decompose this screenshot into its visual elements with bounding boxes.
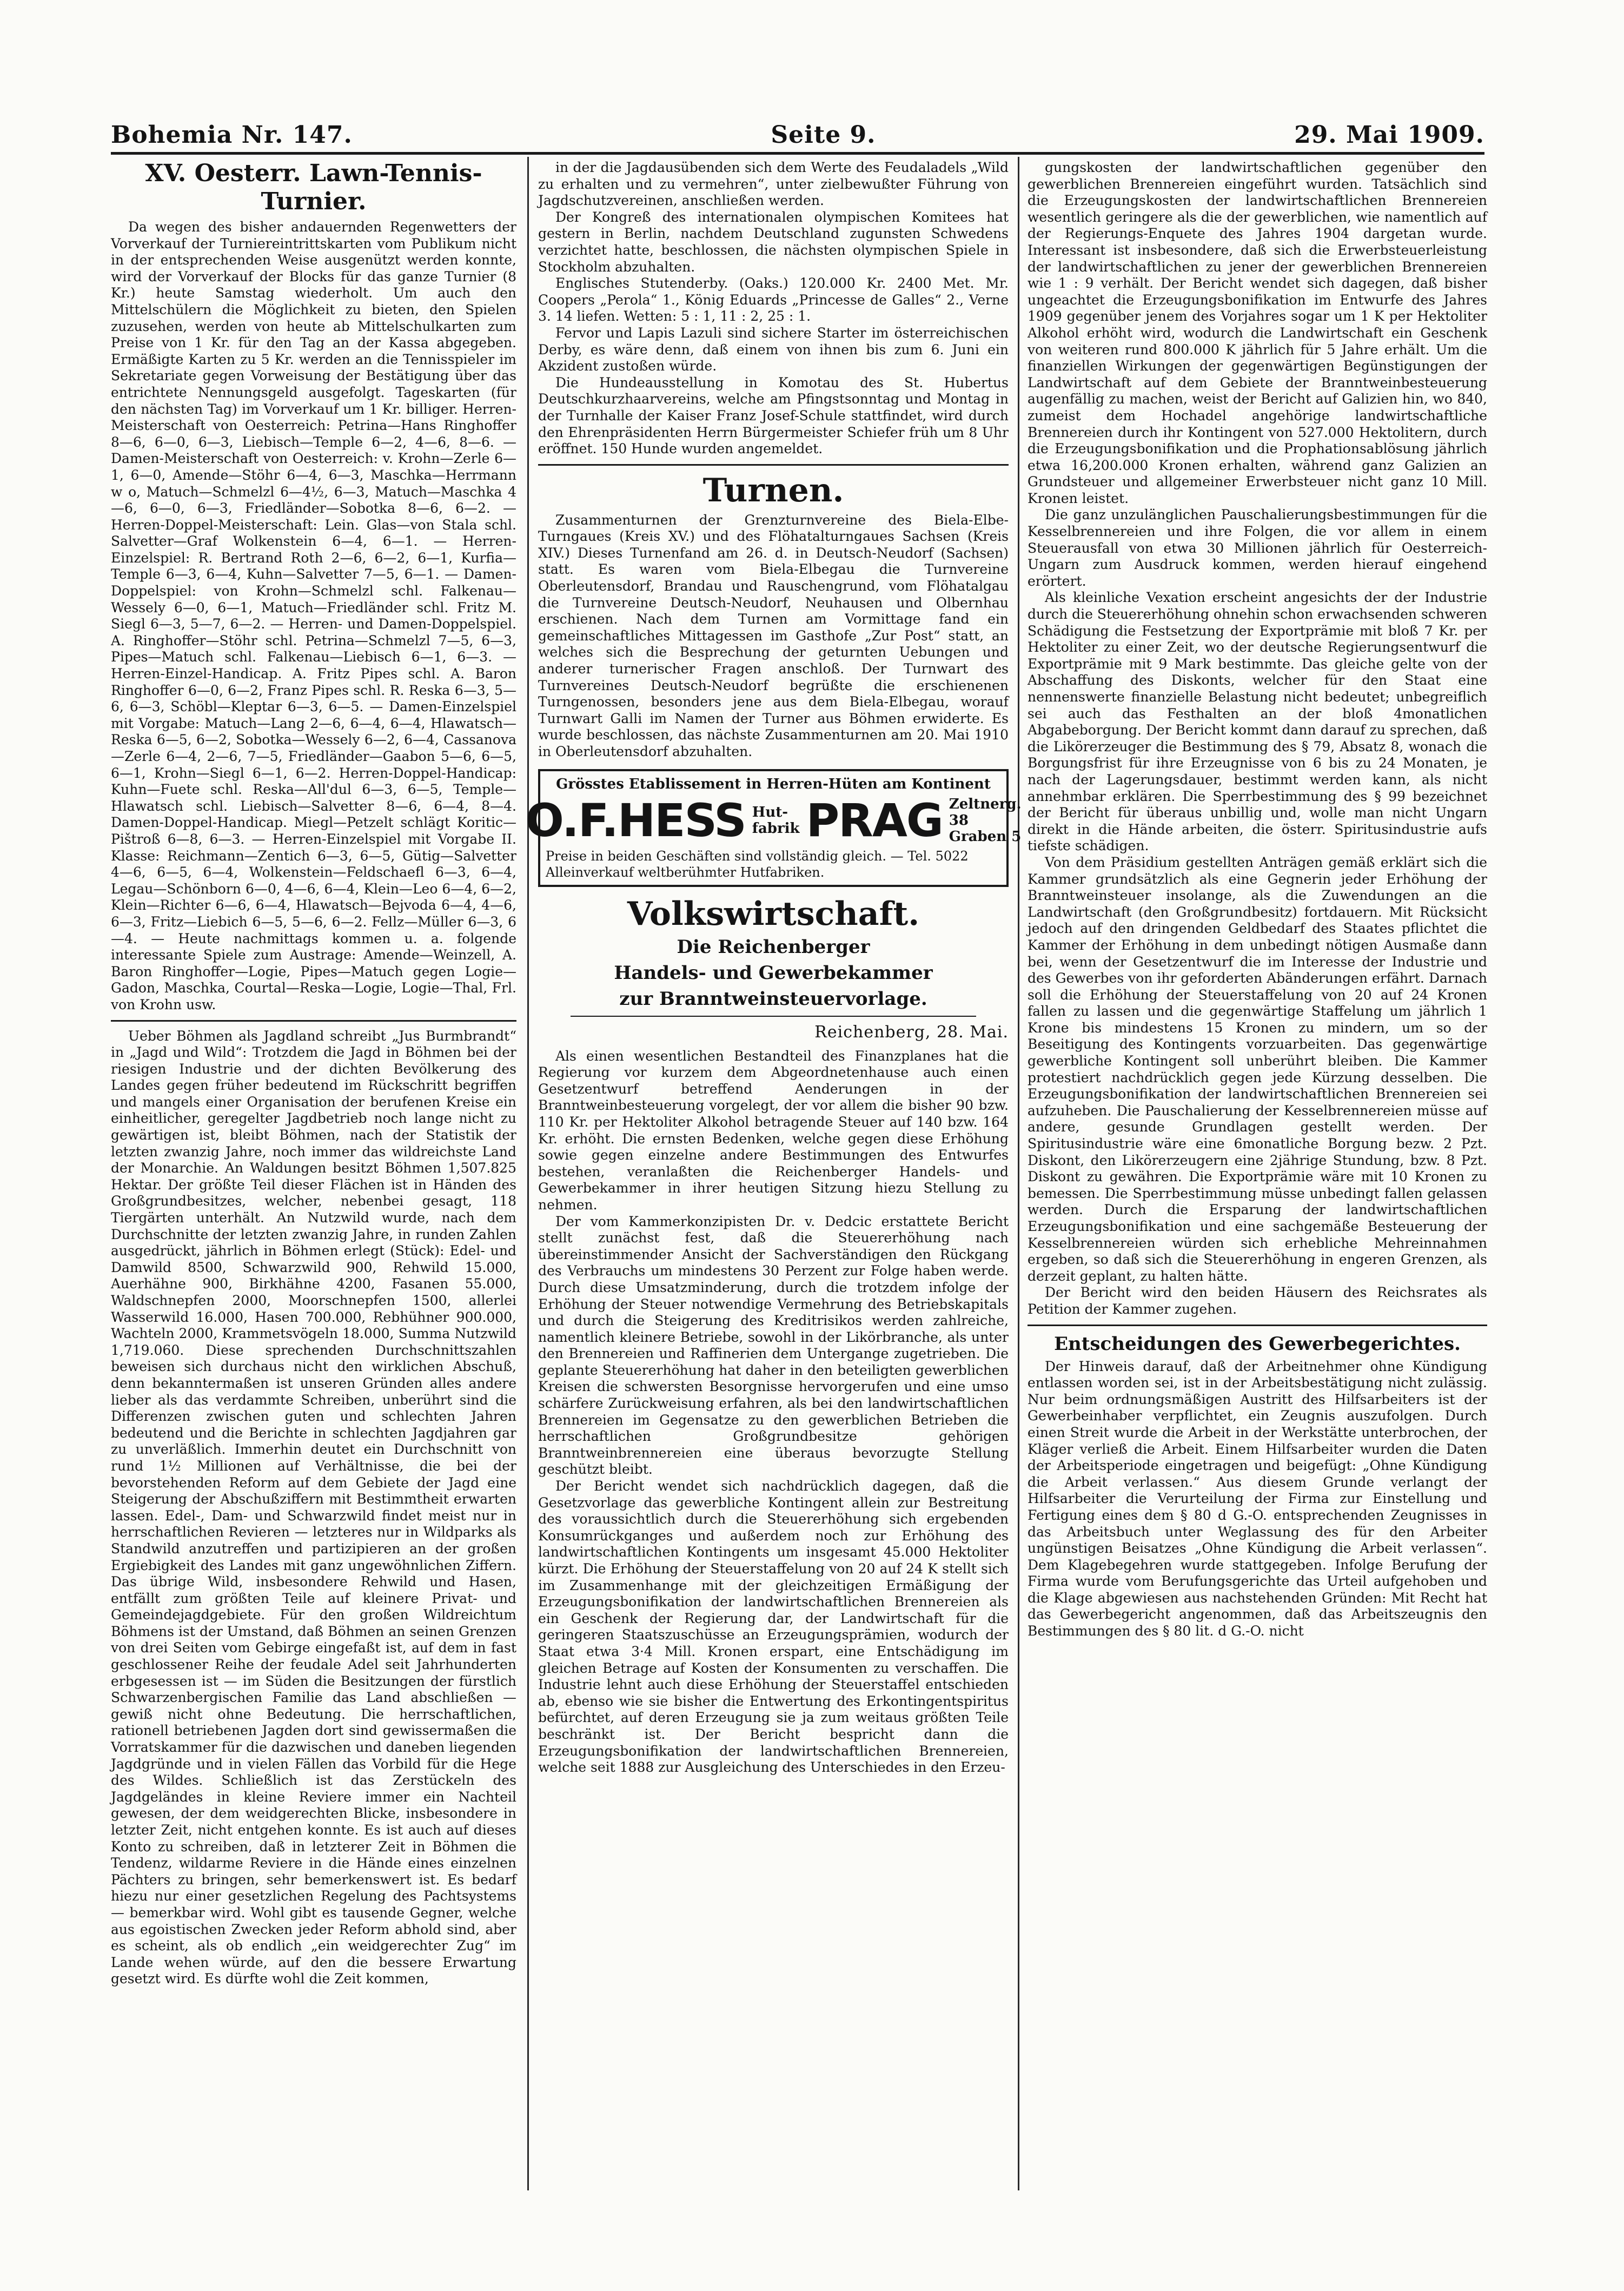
olympic-congress-article: Der Kongreß des internationalen olympischen Komitees hat gestern in Berlin, nachdem Deutschland zugunsten Schwedens verzichtet hatte, beschlossen, die nächsten olympischen Spiele in Stockholm abzuhalten.: [538, 209, 1009, 275]
column-2: [525, 160, 1022, 2185]
economy-paragraph-1: Als einen wesentlichen Bestandteil des Finanzplanes hat die Regierung vor kurzem dem Abgeordnetenhause auch einen Gesetzentwurf betreffend Aenderungen in der Branntweinbesteuerung vorgelegt, der vor allem die bisher 90 bzw. 110 Kr. per Hektoliter Alkohol betragende Steuer auf 140 bzw. 164 Kr. erhöht. Die ernsten Bedenken, welche gegen diese Erhöhung sowie gegen einzelne andere Bestimmungen des Entwurfes bestehen, veranlaßten die Reichenberger Handels- und Gewerbekammer in ihrer heutigen Sitzung hiezu Stellung zu nehmen.: [538, 1048, 1009, 1213]
economy-paragraph-3-continued: gungskosten der landwirtschaftlichen gegenüber den gewerblichen Brennereien eingeführt wurden. Tatsächlich sind die Erzeugungskosten der landwirtschaftlichen Brennereien wesentlich geringere als die der gewerblichen, wie namentlich auf der Regierungs-Enquete des Jahres 1904 dargetan wurde. Interessant ist insbesondere, daß sich die Erwerbsteuerleistung der landwirtschaftlichen zu jener der gewerblichen Brennereien wie 1 : 9 verhält. Der Bericht wendet sich dagegen, daß bisher ungeachtet die Erzeugungsbonifikation im Entwurfe des Jahres 1909 gegenüber jenem des Vorjahres sogar um 1 K per Hektoliter Alkohol erhöht wird, wodurch die Landwirtschaft ein Geschenk von weiteren rund 800.000 K jährlich für 5 Jahre erhält. Um die finanziellen Wirkungen der gegenwärtigen Begünstigungen der Landwirtschaft auf dem Gebiete der Branntweinbesteuerung augenfällig zu machen, weist der Bericht auf Galizien hin, wo 840, zumeist dem Hochadel angehörige landwirtschaftliche Brennereien durch ihr Kontingent von 527.000 Hektolitern, durch die Erzeugungsbonifikation und die Prophationsablösung jährlich etwa 16,200.000 Kronen erhalten, während ganz Galizien an Grundsteuer und allgemeiner Erwerbsteuer nicht ganz 10 Mill. Kronen leistet.: [1028, 160, 1487, 506]
tennis-headline: XV. Oesterr. Lawn-Tennis-Turnier.: [145, 160, 482, 215]
section-divider: [538, 464, 1009, 466]
trade-court-headline: Entscheidungen des Gewerbegerichtes.: [1054, 1333, 1461, 1355]
ad-masthead: [525, 793, 1022, 847]
tennis-article: Da wegen des bisher andauernden Regenwetters der Vorverkauf der Turniereintrittskarten vom Publikum nicht in der entsprechenden Weise ausgenützt werden konnte, wird der Vorverkauf der Blocks für das ganze Turnier (8 Kr.) heute Samstag wiederholt. Um auch den Mittelschülern die Möglichkeit zu bieten, den Spielen zuzusehen, werden von heute ab Mittelschulkarten zum Preise von 1 Kr. für den Tag an der Kassa abgegeben. Ermäßigte Karten zu 5 Kr. werden an die Tennisspieler im Sekretariate gegen Vorweisung der Bestätigung über das entrichtete Nennungsgeld ausgefolgt. Tageskarten (für den nächsten Tag) im Vorverkauf um 1 Kr. billiger. Herren-Meisterschaft von Oesterreich: Petrina—Hans Ringhoffer 8—6, 6—0, 6—3, Liebisch—Temple 6—2, 4—6, 8—6. — Damen-Meisterschaft von Oesterreich: v. Krohn—Zerle 6—1, 6—0, Amende—Stöhr 6—4, 6—3, Maschka—Herrmann w o, Matuch—Schmelzl 6—4½, 6—3, Matuch—Maschka 4—6, 6—0, 6—3, Friedländer—Sobotka 8—6, 6—2. — Herren-Doppel-Meisterschaft: Lein. Glas—von Stala schl. Salvetter—Graf Wolkenstein 6—4, 6—1. — Herren-Einzelspiel: R. Bertrand Roth 2—6, 6—2, 6—1, Kurfia—Temple 6—3, 6—4, Kuhn—Salvetter 7—5, 6—1. — Damen-Doppelspiel: von Krohn—Schmelzl schl. Falkenau—Wessely 6—0, 6—1, Matuch—Friedländer schl. Fritz M. Siegl 6—3, 5—7, 6—2. — Herren- und Damen-Doppelspiel. A. Ringhoffer—Stöhr schl. Petrina—Schmelzl 7—5, 6—3, Pipes—Matuch schl. Falkenau—Liebisch 6—1, 6—3. — Herren-Einzel-Handicap. A. Fritz Pipes schl. A. Baron Ringhoffer 6—0, 6—2, Franz Pipes schl. R. Reska 6—3, 5—6, 6—3, Schöbl—Kleptar 6—3, 6—5. — Damen-Einzelspiel mit Vorgabe: Matuch—Lang 2—6, 6—4, 6—4, Hlawatsch—Reska 6—5, 6—2, Sobotka—Wessely 6—2, 6—4, Cassanova—Zerle 6—4, 2—6, 7—5, Friedländer—Gaabon 5—6, 6—5, 6—1, Krohn—Siegl 6—1, 6—2. Herren-Doppel-Handicap: Kuhn—Fuete schl. Reska—All'dul 6—3, 6—5, Temple—Hlawatsch schl. Liebisch—Salvetter 8—6, 6—4, 8—4. Damen-Doppel-Handicap. Miegl—Petzelt schlägt Koritic—Pištroß 6—8, 6—3. — Herren-Einzelspiel mit Vorgabe II. Klasse: Reichmann—Zentich 6—3, 6—5, Gütig—Salvetter 4—6, 6—5, 6—4, Wolkenstein—Feldschaefl 6—3, 6—4, Legau—Schönborn 6—0, 4—6, 6—4, Klein—Leo 6—4, 6—2, Klein—Richter 6—6, 6—4, Hlawatsch—Bejvoda 6—4, 4—6, 6—3, Fritz—Liebich 6—5, 5—6, 6—2. Fellz—Müller 6—3, 6—4. — Heute nachmittags kommen u. a. folgende interessante Spiele zum Austrage: Amende—Weinzell, A. Baron Ringhoffer—Logie, Pipes—Matuch gegen Logie—Gadon, Maschka, Courtal—Reska—Logie, Logie—Thal, Frl. von Krohn usw.: [111, 219, 516, 1012]
ad-hut: Hut-: [752, 804, 788, 820]
ad-address-2: Graben 5: [949, 828, 1022, 845]
economy-subheadline-3: zur Branntweinsteuervorlage.: [619, 988, 927, 1010]
trade-court-article: Der Hinweis darauf, daß der Arbeitnehmer ohne Kündigung entlassen worden sei, ist in der Arbeitsbestätigung nicht zulässig. Nur beim ordnungsmäßigen Austritt des Hilfsarbeiters ist der Gewerbeinhaber verpflichtet, ein Zeugnis auszufolgen. Durch einen Streit wurde die Arbeit in der Werkstätte unterbrochen, der Kläger verließ die Arbeit. Einem Hilfsarbeiter wurden die Daten der Arbeitsperiode eingetragen und beigefügt: „Ohne Kündigung die Arbeit verlassen.“ Aus diesem Grunde verlangt der Hilfsarbeiter die Verurteilung der Firma zur Einstellung und Fertigung eines dem § 80 d G.-O. entsprechenden Zeugnisses in das Arbeitsbuch unter Weglassung des für den Arbeiter ungünstigen Beisatzes „Ohne Kündigung die Arbeit verlassen“. Dem Klagebegehren wurde stattgegeben. Infolge Berufung der Firma wurde vom Berufungsgerichte das Urteil aufgehoben und die Klage abgewiesen aus nachstehenden Gründen: Mit Recht hat das Gewerbegericht angenommen, daß das Arbeitszeugnis den Bestimmungen des § 80 lit. d G.-O. nicht: [1028, 1358, 1487, 1639]
hat-factory-advertisement: [525, 769, 1022, 887]
column-1: [111, 160, 516, 2185]
header-publication: Bohemia Nr. 147.: [111, 121, 353, 149]
ad-fabrik: fabrik: [752, 820, 800, 837]
ad-addresses: [949, 796, 1022, 845]
ad-company-name: O.F.HESS: [525, 793, 746, 847]
column-3: [1028, 160, 1487, 2185]
economy-paragraph-6: Von dem Präsidium gestellten Anträgen gemäß erklärt sich die Kammer grundsätzlich als eine Gegnerin jeder Erhöhung der Branntweinsteuer insolange, als die Zuwendungen an die Landwirtschaft (den Großgrundbesitz) fortdauern. Mit Rücksicht jedoch auf den dringenden Geldbedarf des Staates pflichtet die Kammer der Erhöhung in dem unbedingt nötigen Ausmaße dann bei, wenn der Gesetzentwurf die im Interesse der Industrie und des Gewerbes von ihr geforderten Abänderungen erfährt. Darnach soll die Erhöhung der Steuerstaffelung von 20 auf 24 Kronen fallen zu lassen und die gegenwärtige Staffelung um jährlich 1 Krone bis mindestens 15 Kronen zu mindern, um so der Beseitigung des Kontingents vorzuarbeiten. Das gegenwärtige gewerbliche Kontingent soll unberührt bleiben. Die Kammer protestiert nachdrücklich gegen jede Kürzung desselben. Die Erzeugungsbonifikation der landwirtschaftlichen Brennereien sei aufzuheben. Die Pauschalierung der Kesselbrennereien müsse auf andere, gesunde Grundlagen gestellt werden. Der Spiritusindustrie wäre eine 6monatliche Borgung bezw. 2 Pzt. Diskont, den Likörerzeugern eine 2jährige Stundung, bzw. 8 Pzt. Diskont zu gewähren. Die Exportprämie wäre mit 10 Kronen zu bemessen. Die Sperrbestimmung müsse unbedingt fallen gelassen werden. Durch die Ersparung der landwirtschaftlichen Erzeugungsbonifikation und eine sachgemäße Besteuerung der Kesselbrennereien würden sich erhebliche Mehreinnahmen ergeben, so daß sich die Steuererhöhung in engeren Grenzen, als derzeit geplant, zu halten hätte.: [1028, 854, 1487, 1284]
page-header: [111, 111, 1484, 155]
hunting-article-continued: in der die Jagdausübenden sich dem Werte des Feudaladels „Wild zu erhalten und zu vermehren“, unter zielbewußter Führung von Jagdschutzvereinen, anschließen werden.: [538, 160, 1009, 209]
economy-headline: Volkswirtschaft.: [627, 895, 920, 933]
ad-slogan: Grösstes Etablissement in Herren-Hüten am Kontinent: [556, 776, 991, 792]
ad-hut-fabrik: [752, 804, 800, 837]
header-date: 29. Mai 1909.: [1294, 121, 1484, 149]
column-rule-1: [527, 157, 529, 2190]
economy-paragraph-2: Der vom Kammerkonzipisten Dr. v. Dedcic erstattete Bericht stellt zunächst fest, daß die Steuererhöhung nach übereinstimmender Ansicht der Sachverständigen den Rückgang des Verbrauchs um mindestens 30 Perzent zur Folge haben werde. Durch diese Umsatzminderung, durch die trotzdem infolge der Erhöhung der Steuer notwendige Vermehrung des Betriebskapitals und durch die Steigerung des Kreditrisikos werden zahlreiche, namentlich kleinere Betriebe, sowohl in der Likörbranche, als unter den Brennereien und Raffinerien dem Untergange zugetrieben. Die geplante Steuererhöhung hat daher in den beteiligten gewerblichen Kreisen die schwersten Besorgnisse hervorgerufen und eine umso schärfere Zurückweisung erfahren, als bei den landwirtschaftlichen Brennereien im Gegensatze zu den gewerblichen Betrieben die herrschaftlichen Großgrundbesitze gehörigen Branntweinbrennereien eine überaus bevorzugte Stellung geschützt bleibt.: [538, 1213, 1009, 1478]
turnen-article: Zusammenturnen der Grenzturnvereine des Biela-Elbe-Turngaues (Kreis XV.) und des Flöhatalturngaues Sachsen (Kreis XIV.) Dieses Turnenfand am 26. d. in Deutsch-Neudorf (Sachsen) statt. Es waren vom Biela-Elbegau die Turnvereine Oberleutensdorf, Brandau und Rauschengrund, vom Flöhatalgau die Turnvereine Deutsch-Neudorf, Neuhausen und Olbernhau erschienen. Nach dem Turnen am Vormittage fand ein gemeinschaftliches Mittagessen im Gasthofe „Zur Post“ statt, an welches sich die Besprechung der geturnten Uebungen und anderer turnerischer Fragen anschloß. Der Turnwart des Turnvereines Deutsch-Neudorf begrüßte die erschienenen Turngenossen, besonders jene aus dem Biela-Elbegau, worauf Turnwart Galli im Namen der Turner aus Böhmen erwiderte. Es wurde beschlossen, das nächste Zusammenturnen am 20. Mai 1910 in Oberleutensdorf abzuhalten.: [538, 512, 1009, 759]
ad-address-1: Zeltnerg. 38: [949, 796, 1022, 829]
hunting-article: Ueber Böhmen als Jagdland schreibt „Jus Burmbrandt“ in „Jagd und Wild“: Trotzdem die Jagd in Böhmen bei der riesigen Industrie und der dichten Bevölkerung des Landes gegen früher bedeutend im Rückschritt begriffen und mangels einer Organisation der berufenen Kreise ein einheitlicher, geregelter Jagdbetrieb noch lange nicht zu gewärtigen ist, bleibt Böhmen, nach der Statistik der letzten zwanzig Jahre, noch immer das wildreichste Land der Monarchie. An Waldungen besitzt Böhmen 1,507.825 Hektar. Der größte Teil dieser Flächen ist in Händen des Großgrundbesitzes, welcher, nebenbei gesagt, 118 Tiergärten unterhält. An Nutzwild wurde, nach dem Durchschnitte der letzten zwanzig Jahre, in runden Zahlen ausgedrückt, jährlich in Böhmen erlegt (Stück): Edel- und Damwild 8500, Schwarzwild 900, Rehwild 15.000, Auerhähne 900, Birkhähne 4200, Fasanen 55.000, Waldschnepfen 2000, Moorschnepfen 1500, allerlei Wasserwild 16.000, Hasen 700.000, Rebhühner 900.000, Wachteln 2000, Krammetsvögeln 18.000, Summa Nutzwild 1,719.060. Diese sprechenden Durchschnittszahlen beweisen sich durchaus nicht den wirklichen Abschuß, denn bekanntermaßen ist unseren Gründen alles andere lieber als das verdammte Schreiben, unberührt sind die Differenzen zwischen guten und schlechten Jahren bedeutend und die Berichte in schlechten Jagdjahren gar zu unverläßlich. Immerhin deutet ein Durchschnitt von rund 1½ Millionen auf Verhältnisse, die bei der bevorstehenden Reform auf dem Gebiete der Jagd eine Steigerung der Abschußziffern mit Bestimmtheit erwarten lassen. Edel-, Dam- und Schwarzwild findet meist nur in herrschaftlichen Revieren — letzteres nur in Wildparks als Standwild anzutreffen und partizipieren an der großen Ergiebigkeit des Landes mit ganz ungewöhnlichen Ziffern. Das übrige Wild, insbesondere Rehwild und Hasen, entfällt zum größten Teile auf kleinere Privat- und Gemeindejagdgebiete. Für den großen Wildreichtum Böhmens ist der Umstand, daß Böhmen an seinen Grenzen von drei Seiten vom Gebirge eingefaßt ist, auf dem in fast geschlossener Reihe der feudale Adel seit Jahrhunderten erbgesessen ist — im Süden die Besitzungen der fürstlich Schwarzenbergischen Familie das Land abschließen — gewiß nicht ohne Bedeutung. Die herrschaftlichen, rationell betriebenen Jagden dort sind gewissermaßen die Vorratskammer für die dazwischen und daneben liegenden Jagdgründe und in vielen Fällen das Vorbild für die Hege des Wildes. Schließlich ist das Zerstückeln des Jagdgeländes in kleine Reviere immer ein Nachteil gewesen, der dem weidgerechten Blicke, insbesondere in letzter Zeit, nicht entgehen konnte. Es ist auch auf dieses Konto zu schreiben, daß in letzterer Zeit in Böhmen die Tendenz, wildarme Reviere in die Hände eines einzelnen Pächters zu bringen, sehr bemerkenswert ist. Es bedarf hiezu nur einer gesetzlichen Regelung des Pachtsystems — bemerkbar wird. Wohl gibt es tausende Gegner, welche aus egoistischen Zwecken jeder Reform abhold sind, aber es scheint, als ob endlich „ein weidgerechter Zug“ im Lande wehen würde, auf den die bessere Erwartung gesetzt wird. Es dürfte wohl die Zeit kommen,: [111, 1028, 516, 1987]
ad-footer: Preise in beiden Geschäften sind vollständig gleich. — Tel. 5022 Alleinverkauf weltberühmter Hutfabriken.: [546, 848, 969, 880]
column-rule-2: [1018, 157, 1019, 2190]
dateline: Reichenberg, 28. Mai.: [814, 1022, 1009, 1042]
headline-rule: [571, 1016, 976, 1017]
economy-paragraph-5: Als kleinliche Vexation erscheint angesichts der der Industrie durch die Steuererhöhung ohnehin schon erwachsenden schweren Schädigung die Festsetzung der Exportprämie mit bloß 7 Kr. per Hektoliter zu einer Zeit, wo der deutsche Regierungsentwurf die Exportprämie mit 9 Mark bestimmte. Das gleiche gelte von der Abschaffung des Diskonts, welcher für den Staat eine nennenswerte finanzielle Belastung nicht bedeutet; unbegreiflich sei auch das Festhalten an der bloß 4monatlichen Abgabeborgung. Der Bericht kommt dann darauf zu sprechen, daß die Likörerzeuger die Bestimmung des § 79, Absatz 8, wonach die Borgungsfrist für ihre Erzeugnisse von 6 bis zu 24 Monaten, je nach der Lagerungsdauer, bestimmt werden kann, als nicht annehmbar erklären. Die Sperrbestimmung des § 99 bezeichnet der Bericht für überaus unbillig und, wolle man nicht Ungarn direkt in die Hände arbeiten, die österr. Spiritusindustrie aufs tiefste schädigen.: [1028, 590, 1487, 854]
derby-article: Englisches Stutenderby. (Oaks.) 120.000 Kr. 2400 Met. Mr. Coopers „Perola“ 1., König Eduards „Princesse de Galles“ 2., Verne 3. 14 liefen. Wetten: 5 : 1, 11 : 2, 25 : 1.: [538, 275, 1009, 325]
turnen-headline: Turnen.: [702, 471, 844, 509]
austrian-derby-article: Fervor und Lapis Lazuli sind sichere Starter im österreichischen Derby, es wäre denn, daß einem von ihnen bis zum 6. Juni ein Akzident zustoßen würde.: [538, 325, 1009, 374]
dog-show-article: Die Hundeausstellung in Komotau des St. Hubertus Deutschkurzhaarvereins, welche am Pfingstsonntag und Montag in der Turnhalle der Kaiser Franz Josef-Schule stattfindet, wird durch den Ehrenpräsidenten Herrn Bürgermeister Schiefer früh um 8 Uhr eröffnet. 150 Hunde wurden angemeldet.: [538, 374, 1009, 457]
ad-city: PRAG: [806, 793, 943, 847]
article-divider: [111, 1020, 516, 1022]
economy-paragraph-7: Der Bericht wird den beiden Häusern des Reichsrates als Petition der Kammer zugehen.: [1028, 1284, 1487, 1317]
economy-subheadline-1: Die Reichenberger: [677, 936, 870, 958]
section-divider-2: [1028, 1325, 1487, 1326]
economy-paragraph-4: Die ganz unzulänglichen Pauschalierungsbestimmungen für die Kesselbrennereien und ihre Folgen, die vor allem in einem Steuerausfall von etwa 30 Millionen jährlich für Oesterreich-Ungarn zum Ausdruck kommen, werden hierauf eingehend erörtert.: [1028, 507, 1487, 589]
economy-subheadline-2: Handels- und Gewerbekammer: [614, 962, 933, 984]
economy-paragraph-3: Der Bericht wendet sich nachdrücklich dagegen, daß die Gesetzvorlage das gewerbliche Kontingent allein zur Bestreitung des voraussichtlich durch die Steuererhöhung sich ergebenden Konsumrückganges und außerdem noch zur Erhöhung des landwirtschaftlichen Kontingents um insgesamt 45.000 Hektoliter kürzt. Die Erhöhung der Steuerstaffelung von 20 auf 24 K stellt sich im Zusammenhange mit der gleichzeitigen Ermäßigung der Erzeugungsbonifikation der landwirtschaftlichen Brennereien als ein Geschenk der Regierung dar, der Landwirtschaft für die geringeren Staatszuschüsse an Erzeugungsprämien, wodurch der Staat etwa 3·4 Mill. Kronen erspart, eine Entschädigung im gleichen Betrage auf Kosten der Konsumenten zu verschaffen. Die Industrie lehnt auch diese Erhöhung der Steuerstaffel entschieden ab, ebenso wie sie bisher die Entwertung des Erkontingentspiritus befürchtet, auf deren Erzeugung sie ja zum weitaus größten Teile beschränkt ist. Der Bericht bespricht dann die Erzeugungsbonifikation der landwirtschaftlichen Brennereien, welche seit 1888 zur Ausgleichung des Unterschiedes in den Erzeu-: [538, 1478, 1009, 1776]
header-page-number: Seite 9.: [771, 121, 876, 149]
